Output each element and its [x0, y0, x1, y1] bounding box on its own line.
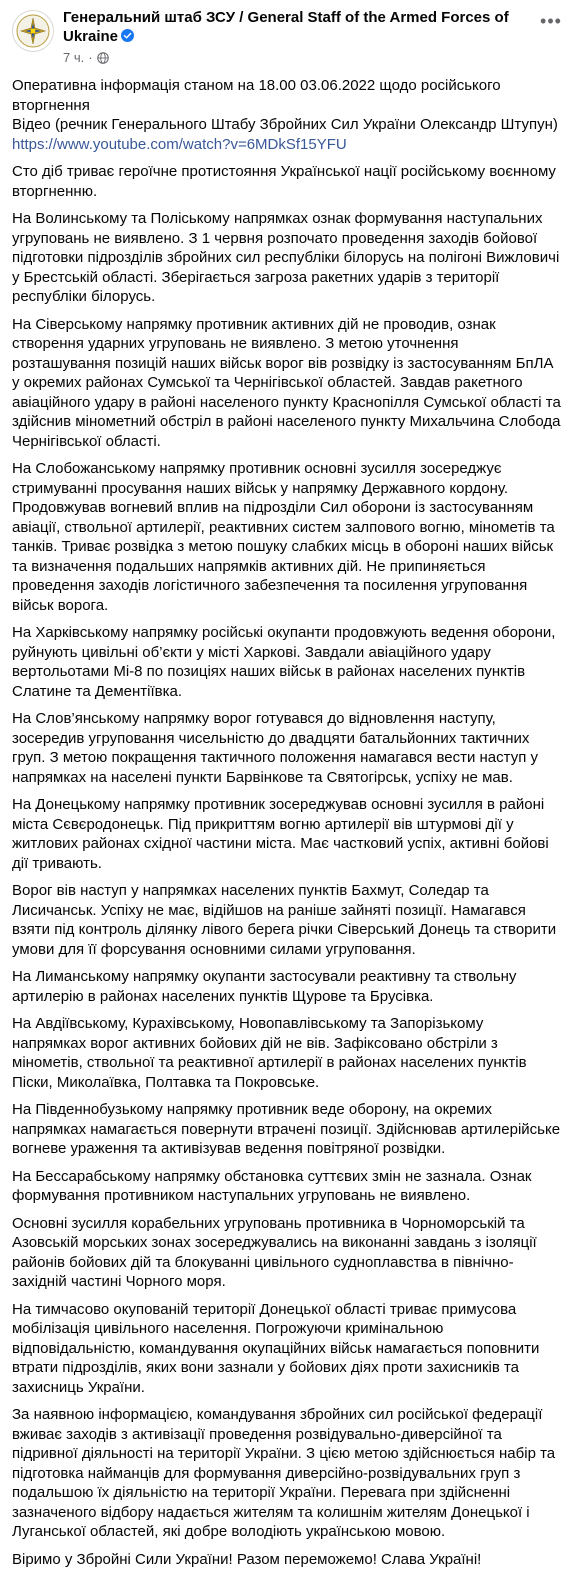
paragraph: За наявною інформацією, командування збройних сил російської федерації вживає заходів з активізації проведення розвідувально-диверсійної та підривної діяльності на території України. З цією метою здійснюється набір та підготовка найманців для формування диверсійно-розвідувальних груп з подальшою їх діяльністю на території України. Перевага при здійсненні зазначеного відбору надається жителям та колишнім жителям Донецької і Луганської областей, які добре володіють українською мовою. [12, 1406, 556, 1540]
paragraph: На Донецькому напрямку противник зосереджував основні зусилля в районі міста Сєвєродонецьк. Під прикриттям вогню артилерії вів штурмові дії у житлових районах східної частини міста. Має частковий успіх, активні бойові дії тривають. [12, 796, 549, 872]
globe-icon [97, 52, 109, 64]
post-meta [63, 50, 533, 65]
paragraph: На Південнобузькому напрямку противник веде оборону, на окремих напрямках намагається повернути втрачені позиції. Здійснював артилерійське вогневе ураження та активізував ведення повітряної розвідки. [12, 1101, 561, 1157]
paragraph: Сто діб триває героїчне протистояння Української нації російському воєнному вторгненню. [12, 163, 556, 200]
intro-title: Оперативна інформація станом на 18.00 03.06.2022 щодо російського вторгнення [12, 77, 501, 114]
page-name: Генеральний штаб ЗСУ / General Staff of the Armed Forces of Ukraine [63, 9, 509, 45]
page-avatar[interactable] [12, 10, 54, 52]
post-body [12, 76, 567, 1569]
paragraph: На Лиманському напрямку окупанти застосували реактивну та ствольну артилерію в районах населених пунктів Щурове та Брусівка. [12, 968, 517, 1005]
paragraph: На Бессарабському напрямку обстановка суттєвих змін не зазнала. Ознак формування противником наступальних угруповань не виявлено. [12, 1167, 532, 1204]
more-options-icon[interactable]: ••• [540, 11, 562, 31]
post-timestamp[interactable]: 7 ч. [63, 50, 85, 65]
verified-badge-icon [121, 29, 134, 42]
meta-separator: · [88, 50, 93, 65]
closing-paragraph: Віримо у Збройні Сили України! Разом переможемо! Слава Україні! [12, 1550, 482, 1568]
post-header [12, 8, 567, 70]
youtube-link[interactable]: https://www.youtube.com/watch?v=6MDkSf15YFU [12, 135, 347, 153]
paragraph: На Харківському напрямку російські окупанти продовжують ведення оборони, руйнують цивільні об’єкти у місті Харкові. Завдали авіаційного удару вертольотами Мі-8 по позиціях наших військ в районах населених пунктів Слатине та Дементіївка. [12, 624, 556, 700]
paragraph: На Слов’янському напрямку ворог готувався до відновлення наступу, зосередив угруповання чисельністю до двадцяти батальйонних тактичних груп. З метою покращення тактичного положення намагався вести наступ у напрямках на населені пункти Барвінкове та Святогірськ, успіху не мав. [12, 710, 538, 786]
video-line: Відео (речник Генерального Штабу Збройних Сил України Олександр Штупун) [12, 116, 558, 133]
paragraph: На Авдіївському, Курахівському, Новопавлівському та Запорізькому напрямках ворог активних бойових дій не вів. Зафіксовано обстріли з мінометів, ствольної та реактивної артилерії в районах населених пунктів Піски, Миколаївка, Полтавка та Покровське. [12, 1015, 527, 1091]
general-staff-emblem-icon [16, 14, 50, 48]
page-name-link[interactable] [63, 8, 533, 46]
paragraph: На Слобожанському напрямку противник основні зусилля зосереджує стримуванні просування наших військ у напрямку Державного кордону. Продовжував вогневий вплив на підрозділи Сил оборони із застосуванням авіації, ствольної артилерії, реактивних систем залпового вогню, мінометів та танків. Триває розвідка з метою пошуку слабких місць в обороні наших військ та визначення подальших напрямків активних дій. Не припиняється проведення заходів логістичного забезпечення та посилення угруповання військ ворога. [12, 460, 555, 614]
paragraph: На Сіверському напрямку противник активних дій не проводив, ознак створення ударних угруповань не виявлено. З метою уточнення розташування позицій наших військ ворог вів розвідку із застосуванням БпЛА у окремих районах Сумської та Чернігівської областей. Завдав ракетного авіаційного удару в районі населеного пункту Краснопілля Сумської області та здійснив мінометний обстріл в районі населеного пункту Михальчина Слобода Чернігівської області. [12, 315, 561, 450]
paragraph: На Волинському та Поліському напрямках ознак формування наступальних угруповань не виявлено. З 1 червня розпочато проведення заходів бойової підготовки підрозділів збройних сил республіки білорусь на полігоні Вижловичі у Брестській області. Зберігається загроза ракетних ударів з території республіки білорусь. [12, 210, 560, 305]
paragraph: На тимчасово окупованій території Донецької області триває примусова мобілізація цивільного населення. Погрожуючи кримінальною відповідальністю, командування окупаційних військ намагається поповнити втрати підрозділів, яких вони зазнали у бойових діях проти захисників та захисниць України. [12, 1300, 540, 1396]
paragraph: Ворог вів наступ у напрямках населених пунктів Бахмут, Соледар та Лисичанськ. Успіху не має, відійшов на раніше зайняті позиції. Намагався взяти під контроль ділянку лівого берега річки Сіверський Донець та створити умови для її форсування основними силами угруповання. [12, 882, 557, 958]
paragraph: Основні зусилля корабельних угруповань противника в Чорноморській та Азовській морських зонах зосереджувались на виконанні завдань з ізоляції районів бойових дій та блокуванні цивільного судноплавства в північно-західній частині Чорного моря. [12, 1214, 537, 1290]
post-intro [12, 76, 561, 154]
